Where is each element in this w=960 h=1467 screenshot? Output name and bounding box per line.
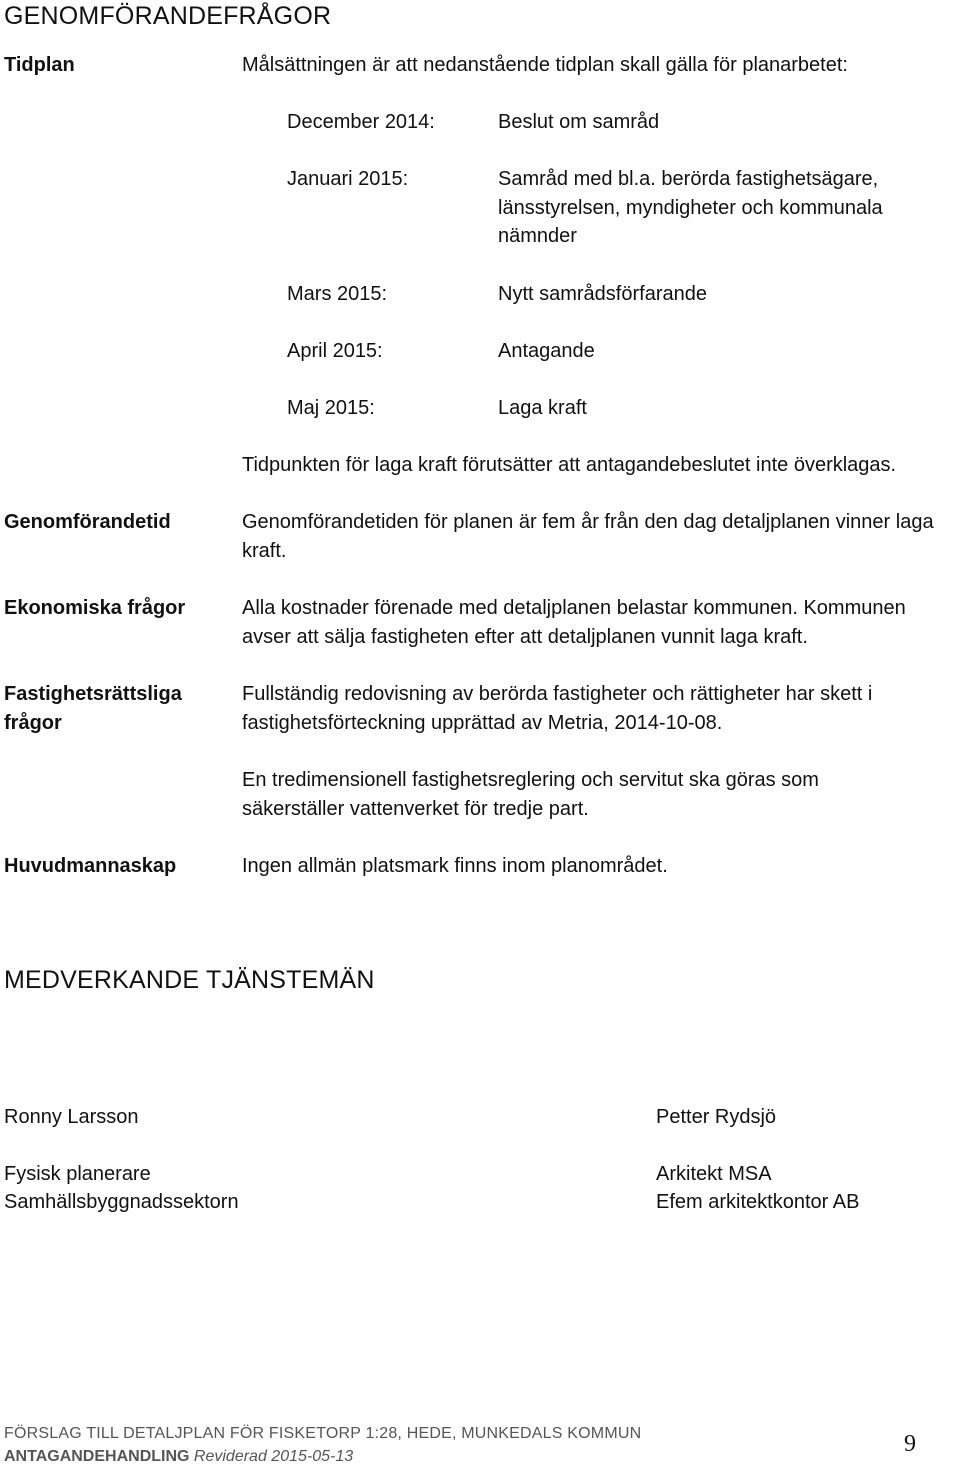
footer-document-title: FÖRSLAG TILL DETALJPLAN FÖR FISKETORP 1:28, HEDE, MUNKEDALS KOMMUN	[4, 1425, 642, 1442]
person-name: Ronny Larsson	[4, 1106, 139, 1128]
footer-revision-date: Reviderad 2015-05-13	[193, 1448, 354, 1465]
tidplan-intro: Målsättningen är att nedanstående tidplan skall gälla för planarbetet:	[242, 54, 848, 76]
person-org: Efem arkitektkontor AB	[656, 1191, 860, 1213]
huvudmannaskap-text: Ingen allmän platsmark finns inom planområdet.	[242, 855, 668, 877]
tidplan-event: Samråd med bl.a. berörda fastighetsägare, länsstyrelsen, myndigheter och kommunala nämnder	[498, 168, 883, 248]
tidplan-date: Januari 2015:	[287, 168, 409, 190]
ekonomiska-text: Alla kostnader förenade med detaljplanen belastar kommunen. Kommunen avser att sälja fastigheten efter att detaljplanen vunnit laga kraft.	[242, 597, 906, 648]
person-title: Fysisk planerare	[4, 1163, 151, 1185]
label-fastighetsrattsliga-fragor: Fastighetsrättsliga frågor	[4, 683, 182, 734]
fastighetsrattsliga-text-2: En tredimensionell fastighetsreglering och servitut ska göras som säkerställer vattenverket för tredje part.	[242, 769, 819, 820]
label-genomforandetid: Genomförandetid	[4, 511, 171, 533]
person-org: Samhällsbyggnadssektorn	[4, 1191, 239, 1213]
person-name: Petter Rydsjö	[656, 1106, 777, 1128]
page-number: 9	[904, 1431, 916, 1457]
label-ekonomiska-fragor: Ekonomiska frågor	[4, 597, 186, 619]
tidplan-note: Tidpunkten för laga kraft förutsätter att antagandebeslutet inte överklagas.	[242, 454, 897, 476]
footer-status	[4, 1448, 353, 1466]
tidplan-event: Antagande	[498, 340, 595, 362]
genomforandetid-text: Genomförandetiden för planen är fem år från den dag detaljplanen vinner laga kraft.	[242, 511, 934, 562]
tidplan-date: December 2014:	[287, 111, 435, 133]
label-tidplan: Tidplan	[4, 54, 75, 76]
tidplan-date: Mars 2015:	[287, 283, 388, 305]
tidplan-event: Nytt samrådsförfarande	[498, 283, 707, 305]
section-heading-genomforande: GENOMFÖRANDEFRÅGOR	[4, 2, 332, 30]
label-huvudmannaskap: Huvudmannaskap	[4, 855, 177, 877]
tidplan-date: April 2015:	[287, 340, 383, 362]
tidplan-event: Beslut om samråd	[498, 111, 660, 133]
person-title: Arkitekt MSA	[656, 1163, 772, 1185]
tidplan-event: Laga kraft	[498, 397, 587, 419]
fastighetsrattsliga-text-1: Fullständig redovisning av berörda fastigheter och rättigheter har skett i fastighetsförteckning upprättad av Metria, 2014-10-08.	[242, 683, 873, 734]
section-heading-medverkande: MEDVERKANDE TJÄNSTEMÄN	[4, 966, 375, 994]
footer-status-label: ANTAGANDEHANDLING	[4, 1448, 190, 1465]
tidplan-date: Maj 2015:	[287, 397, 375, 419]
